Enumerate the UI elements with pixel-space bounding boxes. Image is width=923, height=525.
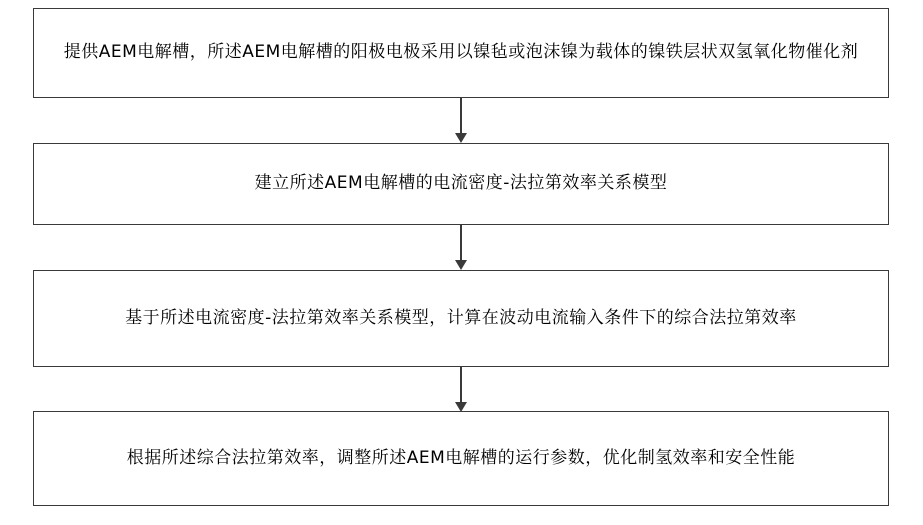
flowchart-node-step-2 [33,143,889,225]
flowchart-node-step-1 [33,8,889,98]
flowchart-node-step-2-label: 建立所述AEM电解槽的电流密度-法拉第效率关系模型 [254,173,668,194]
flowchart-node-step-4-label: 根据所述综合法拉第效率，调整所述AEM电解槽的运行参数，优化制氢效率和安全性能 [126,447,796,468]
flowchart-arrow-step3-step4 [460,367,462,403]
flowchart-node-step-4 [33,411,889,506]
flowchart-arrow-step2-step3 [460,225,462,261]
flowchart-node-step-3-label: 基于所述电流密度-法拉第效率关系模型，计算在波动电流输入条件下的综合法拉第效率 [125,307,797,328]
flowchart-node-step-1-label: 提供AEM电解槽，所述AEM电解槽的阳极电极采用以镍毡或泡沫镍为载体的镍铁层状双氢氧化物催化剂 [63,42,859,63]
flowchart-node-step-3 [33,270,889,367]
flowchart-arrow-step1-step2 [460,98,462,134]
